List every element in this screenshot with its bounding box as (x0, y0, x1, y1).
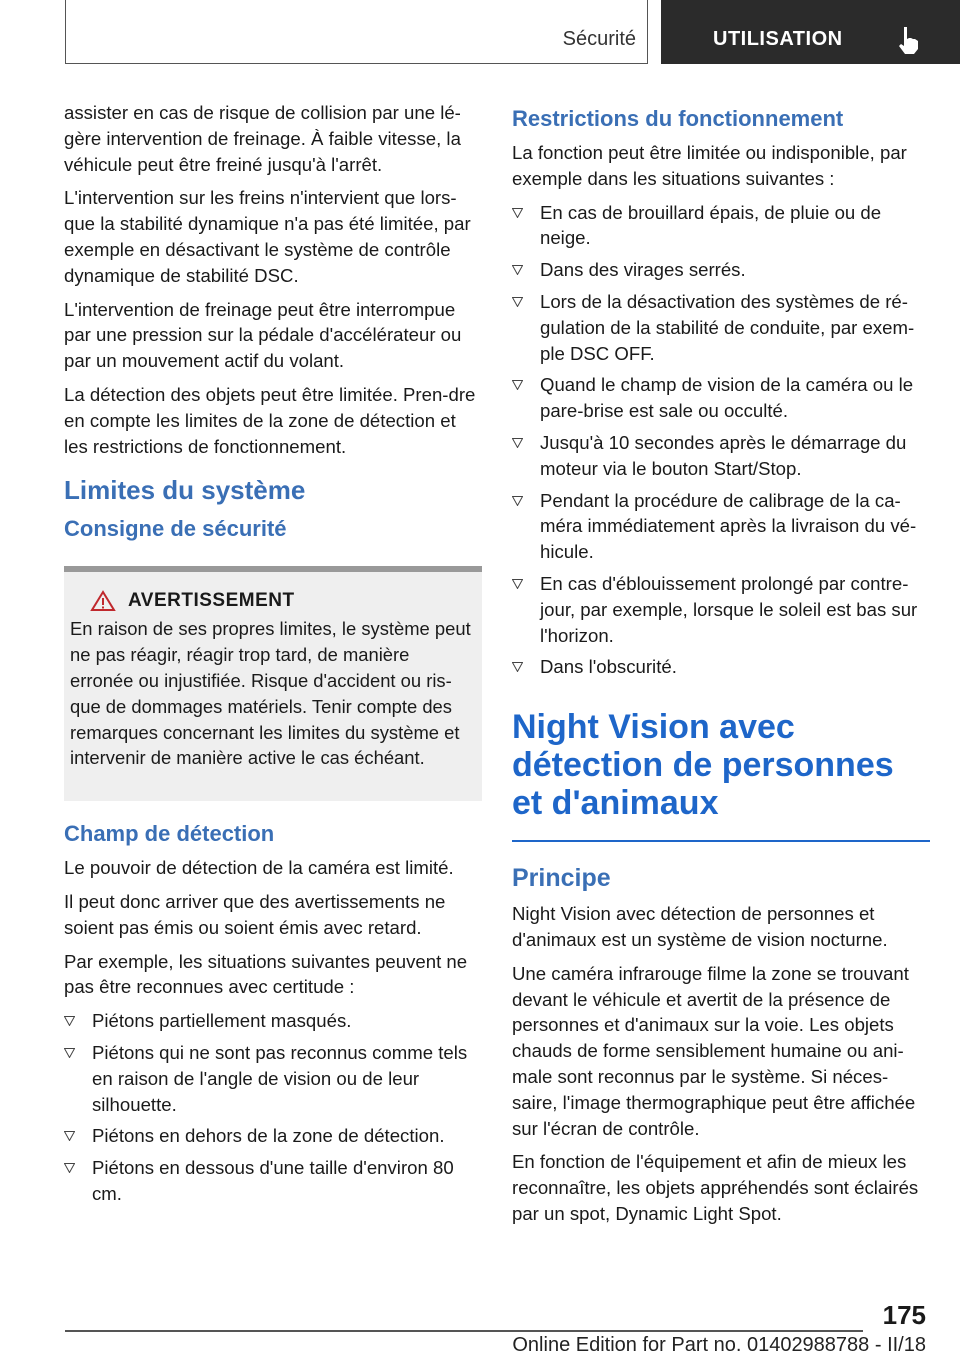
left-column (64, 100, 482, 1213)
list-item: Jusqu'à 10 secondes après le démarrage du moteur via le bouton Start/Stop. (512, 430, 930, 482)
paragraph: L'intervention sur les freins n'intervient que lors-que la stabilité dynamique n'a pas été limitée, par exemple en désactivant le système de contrôle dynamique de stabilité DSC. (64, 187, 471, 286)
triangle-bullet-icon (512, 372, 540, 424)
right-column (512, 100, 930, 1235)
triangle-bullet-icon (64, 1155, 92, 1207)
paragraph: En fonction de l'équipement et afin de mieux les reconnaître, les objets appréhendés sont éclairés par un spot, Dynamic Light Spot. (512, 1151, 919, 1224)
list-item: Piétons en dehors de la zone de détection. (64, 1123, 482, 1149)
triangle-bullet-icon (512, 257, 540, 283)
paragraph: Il peut donc arriver que des avertissements ne soient pas émis ou soient émis avec retard. (64, 890, 446, 938)
bullet-list (64, 1008, 482, 1207)
paragraph: L'intervention de freinage peut être interrompue par une pression sur la pédale d'accélérateur ou par un mouvement actif du volant. (64, 298, 462, 372)
paragraph: Le pouvoir de détection de la caméra est limité. (64, 857, 454, 879)
list-item: Quand le champ de vision de la caméra ou le pare-brise est sale ou occulté. (512, 372, 930, 424)
heading-system-limits: Limites du système (64, 475, 306, 506)
bullet-list (512, 200, 930, 681)
list-item: Piétons partiellement masqués. (64, 1008, 482, 1034)
paragraph: Une caméra infrarouge filme la zone se trouvant devant le véhicule et avertit de la présence de personnes et d'animaux sur la voie. Les objets chauds de forme sensiblement humaine ou ani-male sont reconnus par le système. Si néces-saire, l'image thermographique peut être affichée sur l'écran de contrôle. (512, 962, 916, 1139)
triangle-bullet-icon (512, 488, 540, 565)
list-item: Piétons qui ne sont pas reconnus comme tels en raison de l'angle de vision ou de leur silhouette. (64, 1040, 482, 1117)
list-item: Lors de la désactivation des systèmes de ré-gulation de la stabilité de conduite, par exem-ple DSC OFF. (512, 289, 930, 366)
list-item: En cas d'éblouissement prolongé par contre-jour, par exemple, lorsque le soleil est bas sur l'horizon. (512, 571, 930, 648)
triangle-bullet-icon (64, 1008, 92, 1034)
header-frame (65, 0, 648, 64)
list-item: Pendant la procédure de calibrage de la ca-méra immédiatement après la livraison du vé-hicule. (512, 488, 930, 565)
triangle-bullet-icon (512, 654, 540, 680)
heading-safety-note: Consigne de sécurité (64, 516, 287, 542)
heading-principle: Principe (512, 864, 611, 893)
warning-text: En raison de ses propres limites, le système peut ne pas réagir, réagir trop tard, de manière erronée ou injustifiée. Risque d'accident ou ris-que de dommages matériels. Tenir compte des remarques concernant les limites du système et intervenir de manière active le cas échéant. (70, 618, 471, 769)
triangle-bullet-icon (64, 1040, 92, 1117)
heading-restrictions: Restrictions du fonctionnement (512, 106, 844, 131)
list-item: Piétons en dessous d'une taille d'environ 80 cm. (64, 1155, 482, 1207)
triangle-bullet-icon (512, 430, 540, 482)
section-title-night-vision: Night Vision avec détection de personnes et d'animaux (512, 708, 930, 842)
heading-detection-field: Champ de détection (64, 821, 275, 847)
warning-triangle-icon (90, 590, 116, 612)
chapter-label: UTILISATION (713, 28, 843, 50)
list-item: En cas de brouillard épais, de pluie ou de neige. (512, 200, 930, 252)
paragraph: Night Vision avec détection de personnes et d'animaux est un système de vision nocturne. (512, 903, 888, 950)
paragraph: La fonction peut être limitée ou indisponible, par exemple dans les situations suivantes : (512, 142, 907, 189)
paragraph: La détection des objets peut être limitée. Pren-dre en compte les limites de la zone de détection et les restrictions de fonctionnement. (64, 383, 476, 457)
footer-divider (65, 1330, 863, 1332)
warning-title: AVERTISSEMENT (128, 590, 295, 612)
hand-pointer-icon (895, 25, 921, 55)
paragraph: Par exemple, les situations suivantes peuvent ne pas être reconnues avec certitude : (64, 950, 468, 998)
list-item: Dans des virages serrés. (512, 257, 930, 283)
triangle-bullet-icon (512, 289, 540, 366)
warning-box (64, 566, 482, 801)
triangle-bullet-icon (512, 200, 540, 252)
list-item: Dans l'obscurité. (512, 654, 930, 680)
page-number: 175 (882, 1300, 926, 1330)
paragraph: assister en cas de risque de collision par une lé-gère intervention de freinage. À faible vitesse, la véhicule peut être freiné jusqu'à l'arrêt. (64, 102, 461, 175)
footer-edition-text: Online Edition for Part no. 01402988788 - II/18 (512, 1334, 926, 1356)
header-section-title: Sécurité (562, 28, 636, 50)
triangle-bullet-icon (512, 571, 540, 648)
triangle-bullet-icon (64, 1123, 92, 1149)
